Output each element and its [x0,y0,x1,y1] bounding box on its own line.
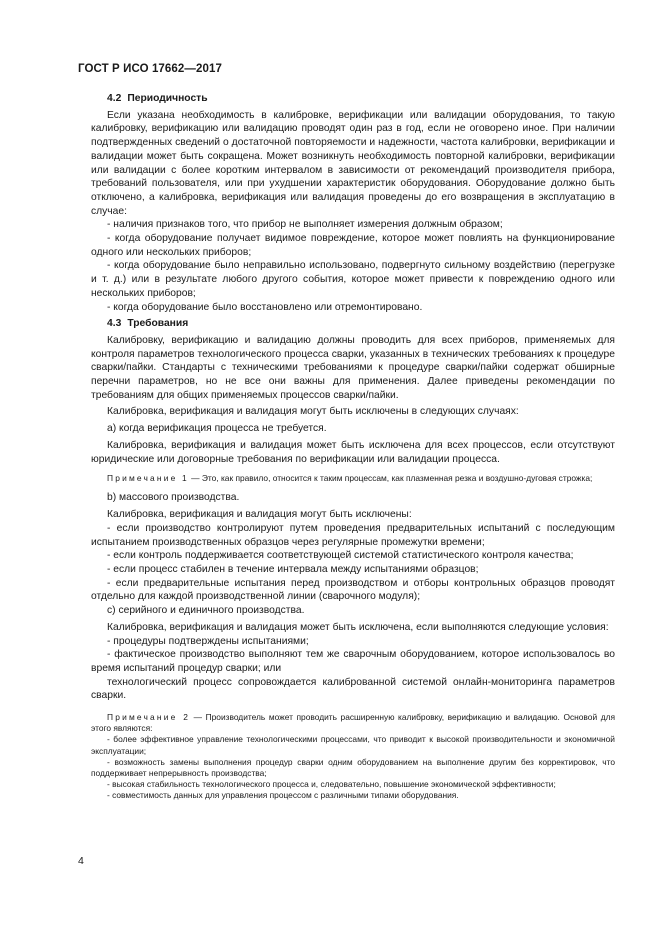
page-content [91,92,615,802]
section-title: Периодичность [127,93,208,104]
list-item-a: а) когда верификация процесса не требуется. [107,423,327,435]
section-number: 4.2 [107,93,122,104]
list-item: - процедуры подтверждены испытаниями; [107,635,309,647]
section-number: 4.3 [107,318,122,330]
list-item: - если предварительные испытания перед производством и отборы контрольных образцов проводят отдельно для каждой производственной линии (сварочного модуля); [91,577,615,603]
list-item: - если контроль поддерживается соответствующей системой статистического контроля качества; [107,550,574,562]
note-1 [91,473,615,484]
paragraph: Если указана необходимость в калибровке, верификации или валидации оборудования, то такую калибровку, верификацию или валидацию проводят один раз в год, если не оговорено иное. При наличии подтвержденных сведений о достаточной повторяемости и надежности, частота калибровки, верификации и валидации может быть сокращена. Может возникнуть необходимость повторной калибровки, верификации или валидации с более коротким интервалом в зависимости от рекомендаций производителя прибора, требований пользователя, или при ухудшении характеристик оборудования. Оборудование должно быть отключено, а калибровка, верификация или валидация проведены до его возвращения в эксплуатацию в случае: [91,109,615,217]
paragraph: Калибровка, верификация и валидация может быть исключена для всех процессов, если отсутствуют юридические или договорные требования по верификации или валидации процесса. [91,439,615,465]
note-list-item: - совместимость данных для управления процессом с различными типами оборудования. [107,790,459,801]
list-item: - когда оборудование было восстановлено или отремонтировано. [107,301,423,313]
document-code: ГОСТ Р ИСО 17662—2017 [78,63,223,75]
paragraph: Калибровка, верификация и валидация может быть исключена, если выполняются следующие условия: [107,621,609,633]
note-text: — Производитель может проводить расширенную калибровку, верификацию и валидацию. Основой для этого являются: [91,712,616,734]
note-text: — Это, как правило, относится к таким процессам, как плазменная резка и воздушно-дуговая строжка; [188,473,593,484]
note-2 [91,712,615,734]
note-list-item: - более эффективное управление технологическими процессами, что приводит к высокой производительности и экономичной эксплуатации; [91,734,615,756]
note-label: Примечание 2 [107,712,191,723]
page-number: 4 [78,855,84,867]
note-list-item: - высокая стабильность технологического процесса и, следовательно, повышение экономической эффективности; [107,779,556,790]
section-title: Требования [127,318,189,330]
paragraph: Калибровка, верификация и валидация могут быть исключены: [107,509,412,521]
note-list-item: - возможность замены выполнения процедур сварки одним оборудованием на выполнение другим без корректировок, что поддерживает непрерывность производства; [91,756,615,779]
list-item: технологический процесс сопровождается калиброванной системой онлайн-мониторинга параметров сварки. [91,676,615,702]
section-heading-4-2 [91,92,615,106]
note-label: Примечание 1 [107,473,189,484]
paragraph: Калибровку, верификацию и валидацию должны проводить для всех приборов, применяемых для контроля параметров технологического процесса сварки, указанных в технических требованиях к процедуре сварки/пайки. Стандарты с техническими требованиями к процедуре сварки/пайки содержат обширные перечни параметров, но не все они важны для применения. Далее приведены рекомендации по требованиям для общих применяемых процессов сварки/пайки. [91,334,615,401]
list-item: - фактическое производство выполняют тем же сварочным оборудованием, которое использовалось во время испытаний процедур сварки; или [91,649,615,674]
list-item: - когда оборудование получает видимое повреждение, которое может повлиять на функционирование одного или нескольких приборов; [91,233,615,258]
list-item: - когда оборудование было неправильно использовано, подвергнуто сильному воздействию (перегрузке и т. д.) или в результате любого другого события, которое может привести к повреждению одного или нескольких приборов; [91,260,615,299]
list-item: - наличия признаков того, что прибор не выполняет измерения должным образом; [107,219,503,231]
section-heading-4-3 [91,317,615,331]
paragraph: Калибровка, верификация и валидация могут быть исключены в следующих случаях: [107,406,519,418]
list-item: - если процесс стабилен в течение интервала между испытаниями образцов; [107,564,479,575]
list-item-c: с) серийного и единичного производства. [107,605,305,617]
list-item-b: b) массового производства. [107,492,240,504]
list-item: - если производство контролируют путем проведения предварительных испытаний с последующим испытанием производственных образцов через регулярные промежутки времени; [91,522,615,548]
